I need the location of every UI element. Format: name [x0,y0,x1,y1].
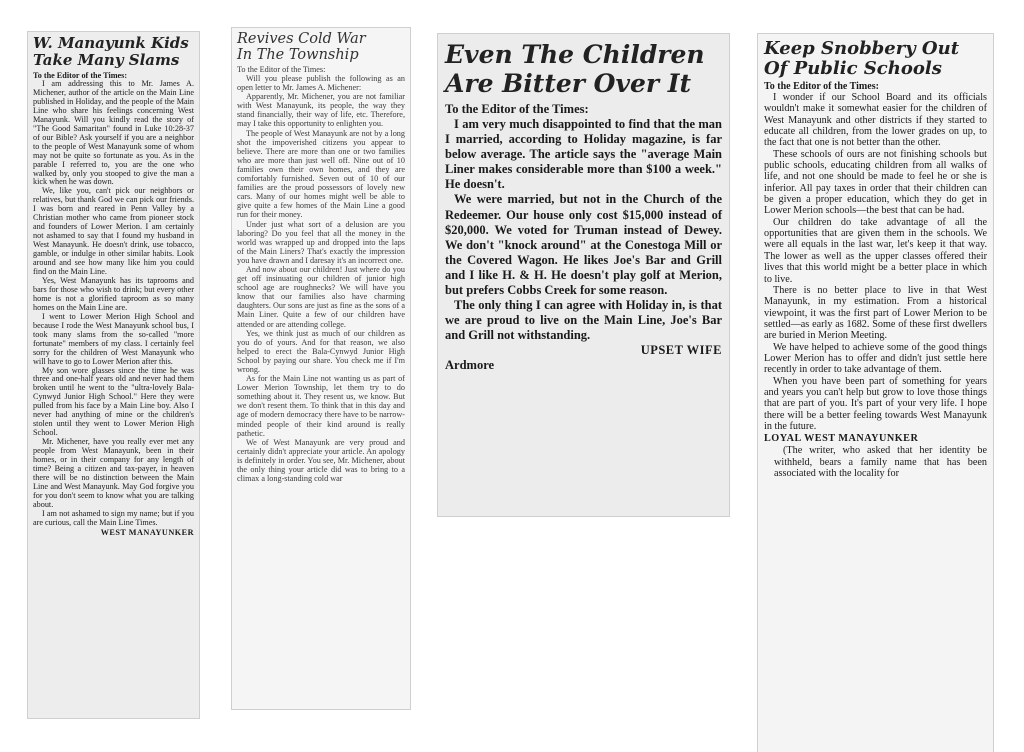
letter-paragraph: Yes, West Manayunk has its taprooms and bars for those who wish to drink; but every other home is not a glorified taproom as so many homes on the Main Line are. [33,275,194,312]
letter-paragraph: When you have been part of something for years and years you can't help but grow to love those things that are part of you. It's part of your very life. I hope there will be a better feeling towards West Manayunk in the future. [764,375,987,432]
letter-paragraph: We were married, but not in the Church of the Redeemer. Our house only cost $15,000 instead of $20,000. We voted for Truman instead of Dewey. We don't "knock around" at the Conestoga Mill or the Covered Wagon. He likes Joe's Bar and Grill and I like H. & H. He doesn't play golf at Merion, but prefers Cobbs Creek for some reason. [445,192,722,298]
letter-paragraph: Yes, we think just as much of our children as you do of yours. And for that reason, we also helped to erect the Bala-Cynwyd Junior High School by paying our share. You check me if I'm wrong. [237,328,405,374]
letter-paragraph: We of West Manayunk are very proud and certainly didn't appreciate your article. An apology is definitely in order. You see, Mr. Michener, about the only thing your article did was to bring to a climax a long-standing cold war [237,437,405,484]
letter-signature: WEST MANAYUNKER [100,527,194,537]
letter-clipping-revives-cold-war [231,27,411,710]
clipping-headline: Keep Snobbery Out Of Public Schools [764,38,960,79]
letter-paragraph: There is no better place to live in that West Manayunk, in my estimation. From a historical viewpoint, it was the first part of Lower Merion to be settled—as early as 1682. Some of these first dwellers are buried in Merion Meeting. [764,284,987,342]
letter-signature: LOYAL WEST MANAYUNKER [764,433,919,445]
letter-place: Ardmore [445,358,495,373]
clipping-headline: Even The Children Are Bitter Over It [445,40,705,98]
clipping-dateline: To the Editor of the Times: [33,71,128,80]
letter-paragraph: Apparently, Mr. Michener, you are not familiar with West Manayunk, its people, the way they stand financially, their way of life, etc. Therefore, may I take this opportunity to enlighten you. [237,92,405,129]
letter-clipping-keep-snobbery-out [757,33,994,752]
letter-paragraph: I am addressing this to Mr. James A. Michener, author of the article on the Main Line published in Holiday, and the people of the Main Line who share his feelings concerning West Manayunk. Will you kindly read the story of "The Good Samaritan" found in Luke 10:28-37 of our Bible? Ask yourself if you are a neighbor to the people of West Manayunk some of whom may not be quite so fortunate as you. As in the parable I referred to, you are the one who walked by, only you stooped to give the man a kick when he was down. [33,79,194,187]
letter-paragraph: Under just what sort of a delusion are you laboring? Do you feel that all the money in the world was wrapped up and dropped into the laps of the Main Liners? That's exactly the impression you have drawn and I daresay it's an incorrect one. [237,219,405,265]
letter-paragraph: My son wore glasses since the time he was three and one-half years old and never had them broken until he went to the "ultra-lovely Bala-Cynwyd Junior High School." Here they were pulled from his face by a Main Line boy. Also I never had anything of mine or the children's stolen until they went to Lower Merion High School. [33,365,194,438]
clipping-dateline: To the Editor of the Times: [445,102,589,116]
letter-paragraph: I went to Lower Merion High School and because I rode the West Manayunk school bus, I took many slams from the so-called "more fortunate" members of my class. I certainly feel sorry for the children of West Manayunk who will have to go to Lower Merion after this. [33,311,194,366]
letter-paragraph: I wonder if our School Board and its officials wouldn't make it somewhat easier for the children of West Manayunk and other districts if they started to educate all children, from the lower grades on up, to the fact that one is not better than the other. [764,92,987,149]
clipping-dateline: To the Editor of the Times: [764,81,879,92]
letter-clipping-even-the-children [437,33,730,517]
letter-paragraph: We have helped to achieve some of the good things Lower Merion has to offer and didn't just settle here recently in order to take advantage of them. [764,341,987,376]
letter-paragraph: As for the Main Line not wanting us as part of Lower Merion Township, let them try to do something about it. They resent us, we know. But we don't resent them. To think that in this day and age of modern democracy there have to be narrow-minded people of their kind around is really pathetic. [237,374,405,438]
letter-signature: UPSET WIFE [640,343,722,358]
letter-paragraph: Our children do take advantage of all the opportunities that are given them in the schools. We were all equals in the last war, let's keep it that way. The lower as well as the upper classes offered their lives that this world might be a better place in which to live. [764,216,987,285]
letter-paragraph: Will you please publish the following as an open letter to Mr. James A. Michener: [237,74,405,93]
clipping-headline: Revives Cold War In The Township [237,31,366,63]
letter-paragraph: These schools of ours are not finishing schools but public schools, educating children from all walks of life, and not one should be made to feel he or she is inferior. All pay taxes in order that their children can be given a proper education, which they do get in Lower Merion schools—the best that can be had. [764,148,987,217]
clipping-dateline: To the Editor of the Times: [237,65,326,74]
letter-paragraph: I am very much disappointed to find that the man I married, according to Holiday magazine, is far below average. The article says the "average Main Liner makes considerable more than $100 a week." He doesn't. [445,117,722,192]
clipping-headline: W. Manayunk Kids Take Many Slams [33,34,189,69]
letter-paragraph: And now about our children! Just where do you get off insinuating our children of junior high school age are roughnecks? We will have you know that our families also have charming daughters. Our sons are just as fine as the sons of a Main Liner. Quite a few of our children have attended or are attending college. [237,264,405,329]
letter-clipping-west-manayunk-kids [27,31,200,719]
letter-paragraph: The people of West Manayunk are not by a long shot the impoverished citizens you appear to believe. There are more than one or two families who are more than just well off. Nine out of 10 families own their own homes, and they are comfortably furnished. Seven out of 10 of our families are the proud possessors of lovely new cars. Many of our homes might well be able to give quite a few homes of the Main Line a good run for their money. [237,128,405,220]
letter-paragraph: The only thing I can agree with Holiday in, is that we are proud to live on the Main Line, Joe's Bar and Grill not withstanding. [445,298,722,343]
letter-paragraph: I am not ashamed to sign my name; but if you are curious, call the Main Line Times. [33,508,194,527]
letter-paragraph: Mr. Michener, have you really ever met any people from West Manayunk, been in their homes, or in their company for any length of time? Being a citizen and tax-payer, in heaven there will be no distinction between the Main Line and West Manayunk. May God forgive you for you don't seem to know what you are talking about. [33,437,194,509]
editor-note: (The writer, who asked that her identity be withheld, bears a family name that has been associated with the locality for [774,445,987,479]
letter-paragraph: We, like you, can't pick our neighbors or relatives, but thank God we can pick our friends. I was born and reared in Penn Valley by a Christian mother who came from pioneer stock and founders of Lower Merion. I am certainly not ashamed to say that I found my husband in West Manayunk. He doesn't drink, use tobacco, gamble, or indulge in other similar habits. Look around and see how many like him you could find on the Main Line. [33,186,194,277]
